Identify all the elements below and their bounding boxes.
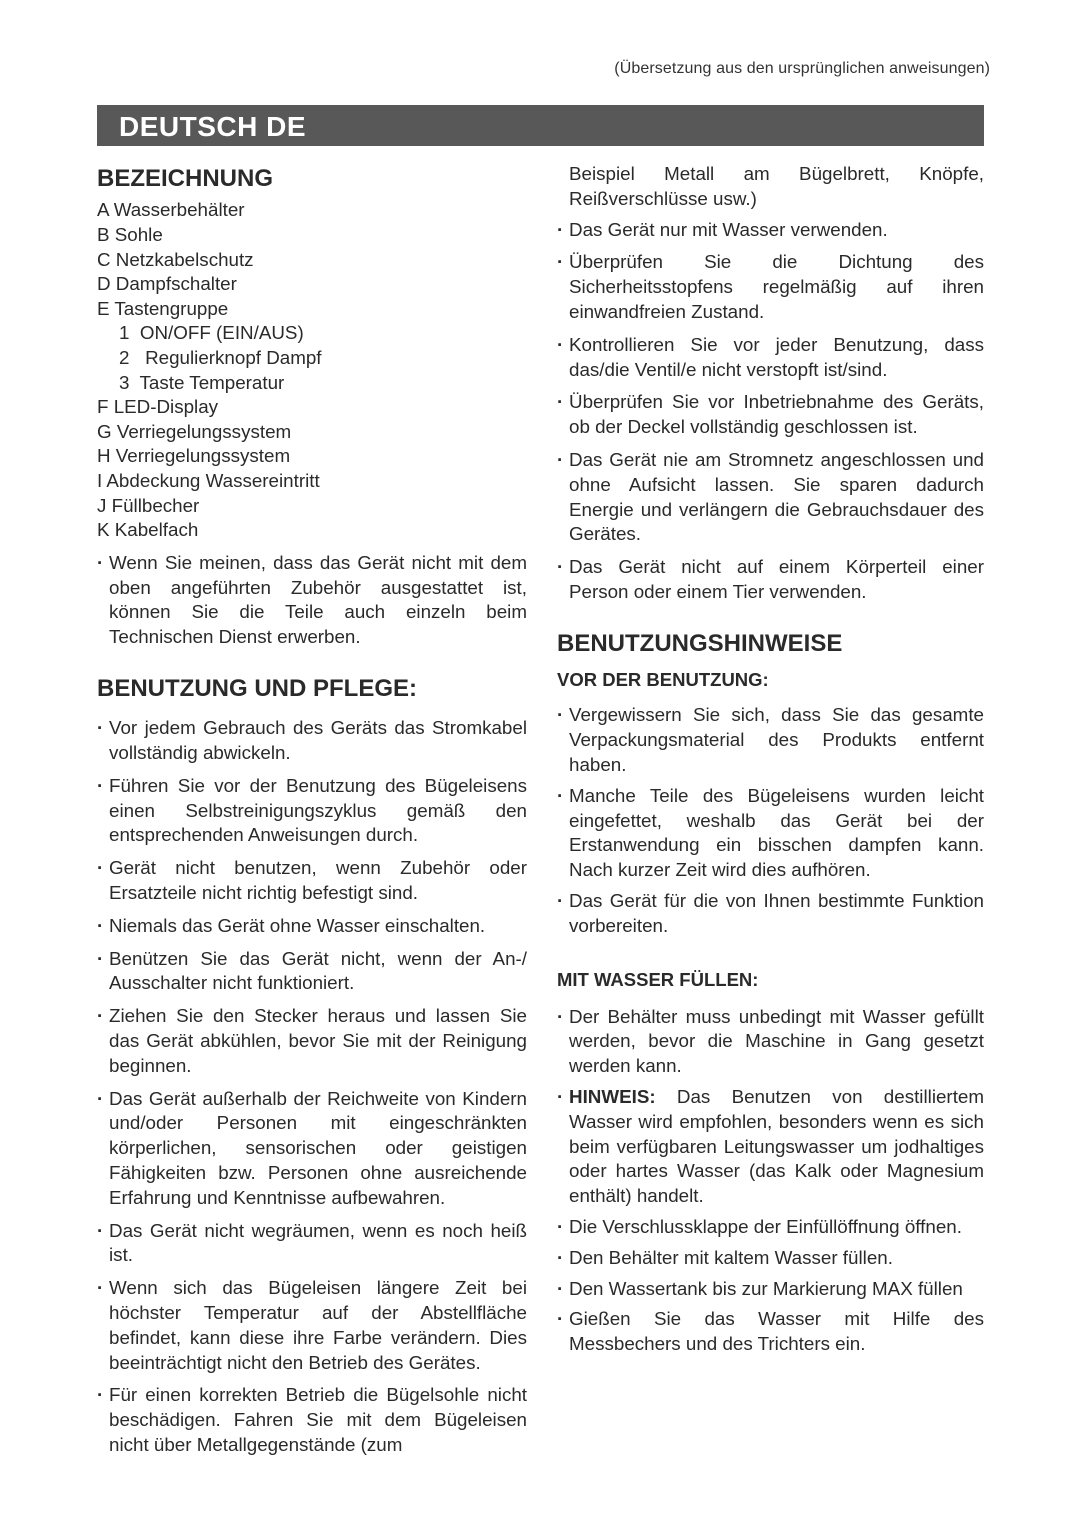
bullet-item: · Wenn Sie meinen, dass das Gerät nicht mit dem oben angeführten Zubehör ausgestattet ist, können Sie die Teile auch einzeln beim Technischen Dienst erwerben. bbox=[97, 551, 527, 650]
bullet-item: · Das Gerät nicht auf einem Körperteil einer Person oder einem Tier verwenden. bbox=[557, 555, 984, 605]
parts-list-item: E Tastengruppe bbox=[97, 297, 229, 319]
bullet-item: · Den Behälter mit kaltem Wasser füllen. bbox=[557, 1246, 984, 1271]
bullet-item: · Gerät nicht benutzen, wenn Zubehör oder Ersatzteile nicht richtig befestigt sind. bbox=[97, 856, 527, 906]
continued-text: Beispiel Metall am Bügelbrett, Knöpfe, Reißverschlüsse usw.) bbox=[569, 163, 984, 209]
section-heading-benutzung-pflege: BENUTZUNG UND PFLEGE: bbox=[97, 674, 417, 702]
parts-list-item: C Netzkabelschutz bbox=[97, 248, 254, 270]
parts-list-subitem: 1 ON/OFF (EIN/AUS) bbox=[119, 322, 304, 344]
language-header-bar: DEUTSCH DE bbox=[97, 105, 984, 146]
bullet-item: · Gießen Sie das Wasser mit Hilfe des Messbechers und des Trichters ein. bbox=[557, 1307, 984, 1357]
bullet-item: · Für einen korrekten Betrieb die Bügelsohle nicht beschädigen. Fahren Sie mit dem Bügeleisen nicht über Metallgegenstände (zum bbox=[97, 1383, 527, 1457]
bullet-item: · Das Gerät nie am Stromnetz angeschlossen und ohne Aufsicht lassen. Sie sparen dadurch Energie und verlängern die Gebrauchsdauer des Gerätes. bbox=[557, 448, 984, 547]
bullet-item: · Ziehen Sie den Stecker heraus und lassen Sie das Gerät abkühlen, bevor Sie mit der Reinigung beginnen. bbox=[97, 1004, 527, 1078]
bullet-item-hinweis bbox=[557, 1085, 984, 1209]
parts-list-item: K Kabelfach bbox=[97, 519, 199, 541]
parts-list-item: G Verriegelungssystem bbox=[97, 420, 292, 442]
section-heading-benutzungshinweise: BENUTZUNGSHINWEISE bbox=[557, 629, 843, 657]
hinweis-text: Das Benutzen von destilliertem Wasser wird empfohlen, besonders wenn es sich beim verfügbaren Leitungswasser um jodhaltiges oder hartes Wasser (das Kalk oder Magnesium enthält) handelt. bbox=[569, 1086, 984, 1207]
bullet-item: · Niemals das Gerät ohne Wasser einschalten. bbox=[97, 914, 527, 939]
parts-list bbox=[97, 198, 527, 542]
left-column bbox=[97, 160, 527, 1458]
parts-list-item: H Verriegelungssystem bbox=[97, 445, 291, 467]
bullet-item: · Manche Teile des Bügeleisens wurden leicht eingefettet, weshalb das Gerät bei der Erstanwendung ein bisschen dampfen kann. Nach kurzer Zeit wird dies aufhören. bbox=[557, 784, 984, 883]
parts-list-item: B Sohle bbox=[97, 223, 163, 245]
subheading-mit-wasser-fuellen: MIT WASSER FÜLLEN: bbox=[557, 968, 759, 990]
bullet-item: · Überprüfen Sie die Dichtung des Sicherheitsstopfens regelmäßig auf ihren einwandfreien Zustand. bbox=[557, 250, 984, 324]
bullet-item: · Benützen Sie das Gerät nicht, wenn der An-/ Ausschalter nicht funktioniert. bbox=[97, 947, 527, 997]
bullet-item: · Das Gerät nur mit Wasser verwenden. bbox=[557, 218, 984, 243]
parts-list-item: D Dampfschalter bbox=[97, 273, 237, 295]
parts-list-subitem: 2 Regulierknopf Dampf bbox=[119, 346, 322, 368]
bullet-item: · Vor jedem Gebrauch des Geräts das Stromkabel vollständig abwickeln. bbox=[97, 716, 527, 766]
bullet-item: · Überprüfen Sie vor Inbetriebnahme des Geräts, ob der Deckel vollständig geschlossen ist. bbox=[557, 390, 984, 440]
bullet-item: · Der Behälter muss unbedingt mit Wasser gefüllt werden, bevor die Maschine in Gang gesetzt werden kann. bbox=[557, 1005, 984, 1079]
parts-list-item: A Wasserbehälter bbox=[97, 199, 245, 221]
parts-list-subitem: 3 Taste Temperatur bbox=[119, 371, 285, 393]
bullet-item: · Führen Sie vor der Benutzung des Bügeleisens einen Selbstreinigungszyklus gemäß den entsprechenden Anweisungen durch. bbox=[97, 774, 527, 848]
bullet-item: · Die Verschlussklappe der Einfüllöffnung öffnen. bbox=[557, 1215, 984, 1240]
bullet-item: · Kontrollieren Sie vor jeder Benutzung, dass das/die Ventil/e nicht verstopft ist/sind. bbox=[557, 333, 984, 383]
parts-list-item: J Füllbecher bbox=[97, 494, 200, 516]
right-column bbox=[557, 162, 984, 1357]
bullet-item: · Das Gerät für die von Ihnen bestimmte Funktion vorbereiten. bbox=[557, 889, 984, 939]
bullet-item: · Das Gerät außerhalb der Reichweite von Kindern und/oder Personen mit eingeschränkten körperlichen, sensorischen oder geistigen Fähigkeiten bzw. Personen ohne ausreichende Erfahrung und Kenntnisse aufbewahren. bbox=[97, 1087, 527, 1211]
bullet-item: · Das Gerät nicht wegräumen, wenn es noch heiß ist. bbox=[97, 1219, 527, 1269]
subheading-vor-der-benutzung: VOR DER BENUTZUNG: bbox=[557, 669, 769, 691]
bullet-item: · Den Wassertank bis zur Markierung MAX füllen bbox=[557, 1277, 984, 1302]
parts-list-item: F LED-Display bbox=[97, 396, 219, 418]
section-heading-bezeichnung: BEZEICHNUNG bbox=[97, 165, 274, 192]
hinweis-label: HINWEIS: bbox=[569, 1086, 656, 1108]
bullet-item: · Vergewissern Sie sich, dass Sie das gesamte Verpackungsmaterial des Produkts entfernt haben. bbox=[557, 703, 984, 777]
parts-list-item: I Abdeckung Wassereintritt bbox=[97, 469, 320, 491]
translation-note: (Übersetzung aus den ursprünglichen anweisungen) bbox=[614, 60, 990, 77]
bullet-item: · Wenn sich das Bügeleisen längere Zeit bei höchster Temperatur auf der Abstellfläche befindet, kann diese ihre Farbe verändern. Dies beeinträchtigt nicht den Betrieb des Gerätes. bbox=[97, 1276, 527, 1375]
